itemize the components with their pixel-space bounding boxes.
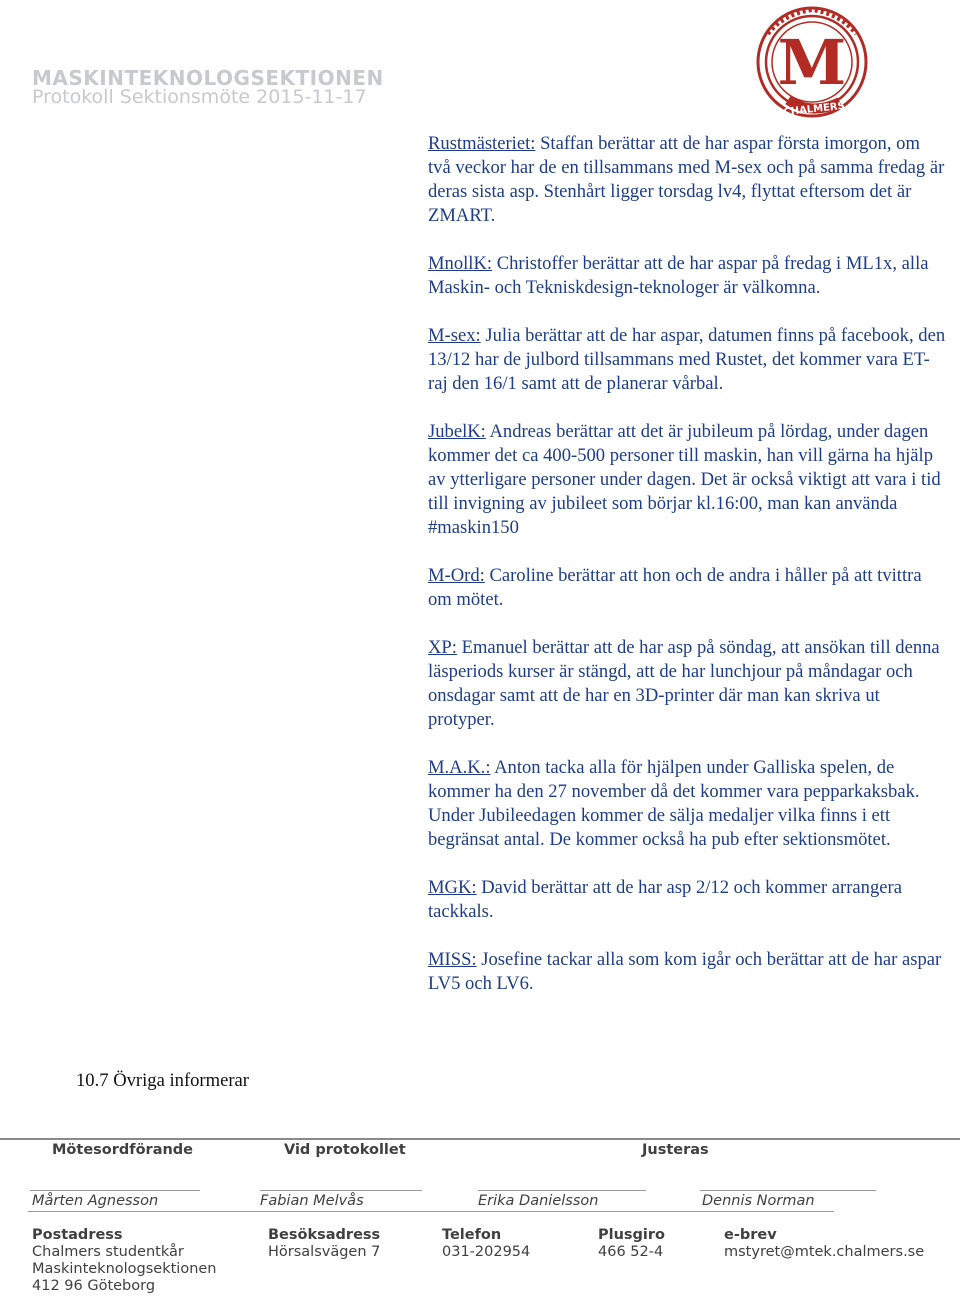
entry-text: Emanuel berättar att de har asp på söndag, att ansökan till denna läsperiods kurser är stängd, att de har lunchjour på måndagar och onsdagar samt att de har en 3D-printer där man kan skriva ut protyper. [428, 637, 940, 730]
entry-m-ord [428, 564, 946, 612]
entry-tag: M-Ord: [428, 565, 485, 586]
svg-text:M: M [777, 26, 847, 99]
entry-jubelk [428, 420, 946, 540]
postadress-line: Chalmers studentkår [32, 1244, 184, 1260]
entry-text: Andreas berättar att det är jubileum på lördag, under dagen kommer det ca 400-500 personer till maskin, han vill gärna ha hjälp av ytterligare personer under dagen. Det är också viktigt att vara i tid till invigning av jubileet som börjar kl.16:00, man kan använda #maskin150 [428, 421, 941, 538]
entry-miss [428, 948, 946, 996]
entry-tag: MISS: [428, 949, 477, 970]
entry-mak [428, 756, 946, 852]
signature-underline [28, 1211, 834, 1212]
email-link[interactable]: mstyret@mtek.chalmers.se [724, 1244, 925, 1260]
besoksadress-value: Hörsalsvägen 7 [268, 1244, 381, 1260]
entry-mnollk [428, 252, 946, 300]
signatory-name: Mårten Agnesson [32, 1193, 159, 1209]
signature-line [30, 1190, 200, 1191]
footer-divider [0, 1138, 960, 1140]
contact-header-telefon: Telefon [442, 1227, 502, 1243]
entry-m-sex [428, 324, 946, 396]
signatory-name: Dennis Norman [702, 1193, 815, 1209]
entry-tag: M-sex: [428, 325, 481, 346]
entry-tag: XP: [428, 637, 457, 658]
plusgiro-value: 466 52-4 [598, 1244, 664, 1260]
section-heading [62, 1070, 249, 1092]
signatory-name: Erika Danielsson [478, 1193, 599, 1209]
entry-mgk [428, 876, 946, 924]
entry-xp [428, 636, 946, 732]
header-subtitle: Protokoll Sektionsmöte 2015-11-17 [32, 86, 367, 108]
report-entries [428, 132, 946, 1020]
svg-text:CHALMERS: CHALMERS [782, 100, 846, 119]
entry-text: Anton tacka alla för hjälpen under Galliska spelen, de kommer ha den 27 november då det kommer vara pepparkaksbak. Under Jubileedagen kommer de sälja medaljer vilka finns i ett begränsat antal. De kommer också ha pub efter sektionsmötet. [428, 757, 920, 850]
contact-header-postadress: Postadress [32, 1227, 123, 1243]
telefon-value: 031-202954 [442, 1244, 531, 1260]
entry-tag: MGK: [428, 877, 477, 898]
entry-tag: M.A.K.: [428, 757, 491, 778]
entry-text: Julia berättar att de har aspar, datumen finns på facebook, den 13/12 har de julbord tillsammans med Rustet, det kommer vara ET-raj den 16/1 samt att de planerar vårbal. [428, 325, 946, 394]
entry-tag: MnollK: [428, 253, 493, 274]
entry-rustmasteriet [428, 132, 946, 228]
signature-line [260, 1190, 422, 1191]
postadress-line: Maskinteknologsektionen [32, 1261, 217, 1277]
entry-text: Caroline berättar att hon och de andra i håller på att tvittra om mötet. [428, 565, 922, 610]
contact-header-besoksadress: Besöksadress [268, 1227, 381, 1243]
section-number: 10.7 [76, 1070, 109, 1091]
entry-text: Josefine tackar alla som kom igår och berättar att de har aspar LV5 och LV6. [428, 949, 942, 994]
entry-tag: Rustmästeriet: [428, 133, 536, 154]
header-org: MASKINTEKNOLOGSEKTIONEN [32, 66, 384, 90]
role-motesordforande: Mötesordförande [52, 1142, 194, 1158]
contact-header-ebrev: e-brev [724, 1227, 777, 1243]
chalmers-m-logo [754, 4, 870, 126]
entry-text: David berättar att de har asp 2/12 och kommer arrangera tackkals. [428, 877, 902, 922]
entry-tag: JubelK: [428, 421, 486, 442]
signature-line [478, 1190, 646, 1191]
postadress-line: 412 96 Göteborg [32, 1278, 156, 1294]
entry-text: Christoffer berättar att de har aspar på fredag i ML1x, alla Maskin- och Tekniskdesign-teknologer är välkomna. [428, 253, 929, 298]
entry-text: Staffan berättar att de har aspar första imorgon, om två veckor har de en tillsammans med M-sex och på samma fredag är deras sista asp. Stenhårt ligger torsdag lv4, flyttat eftersom det är ZMART. [428, 133, 945, 226]
signature-line [700, 1190, 876, 1191]
section-title: Övriga informerar [113, 1070, 249, 1091]
signatory-name: Fabian Melvås [260, 1193, 364, 1209]
role-justeras: Justeras [642, 1142, 709, 1158]
role-vid-protokollet: Vid protokollet [284, 1142, 406, 1158]
contact-header-plusgiro: Plusgiro [598, 1227, 666, 1243]
